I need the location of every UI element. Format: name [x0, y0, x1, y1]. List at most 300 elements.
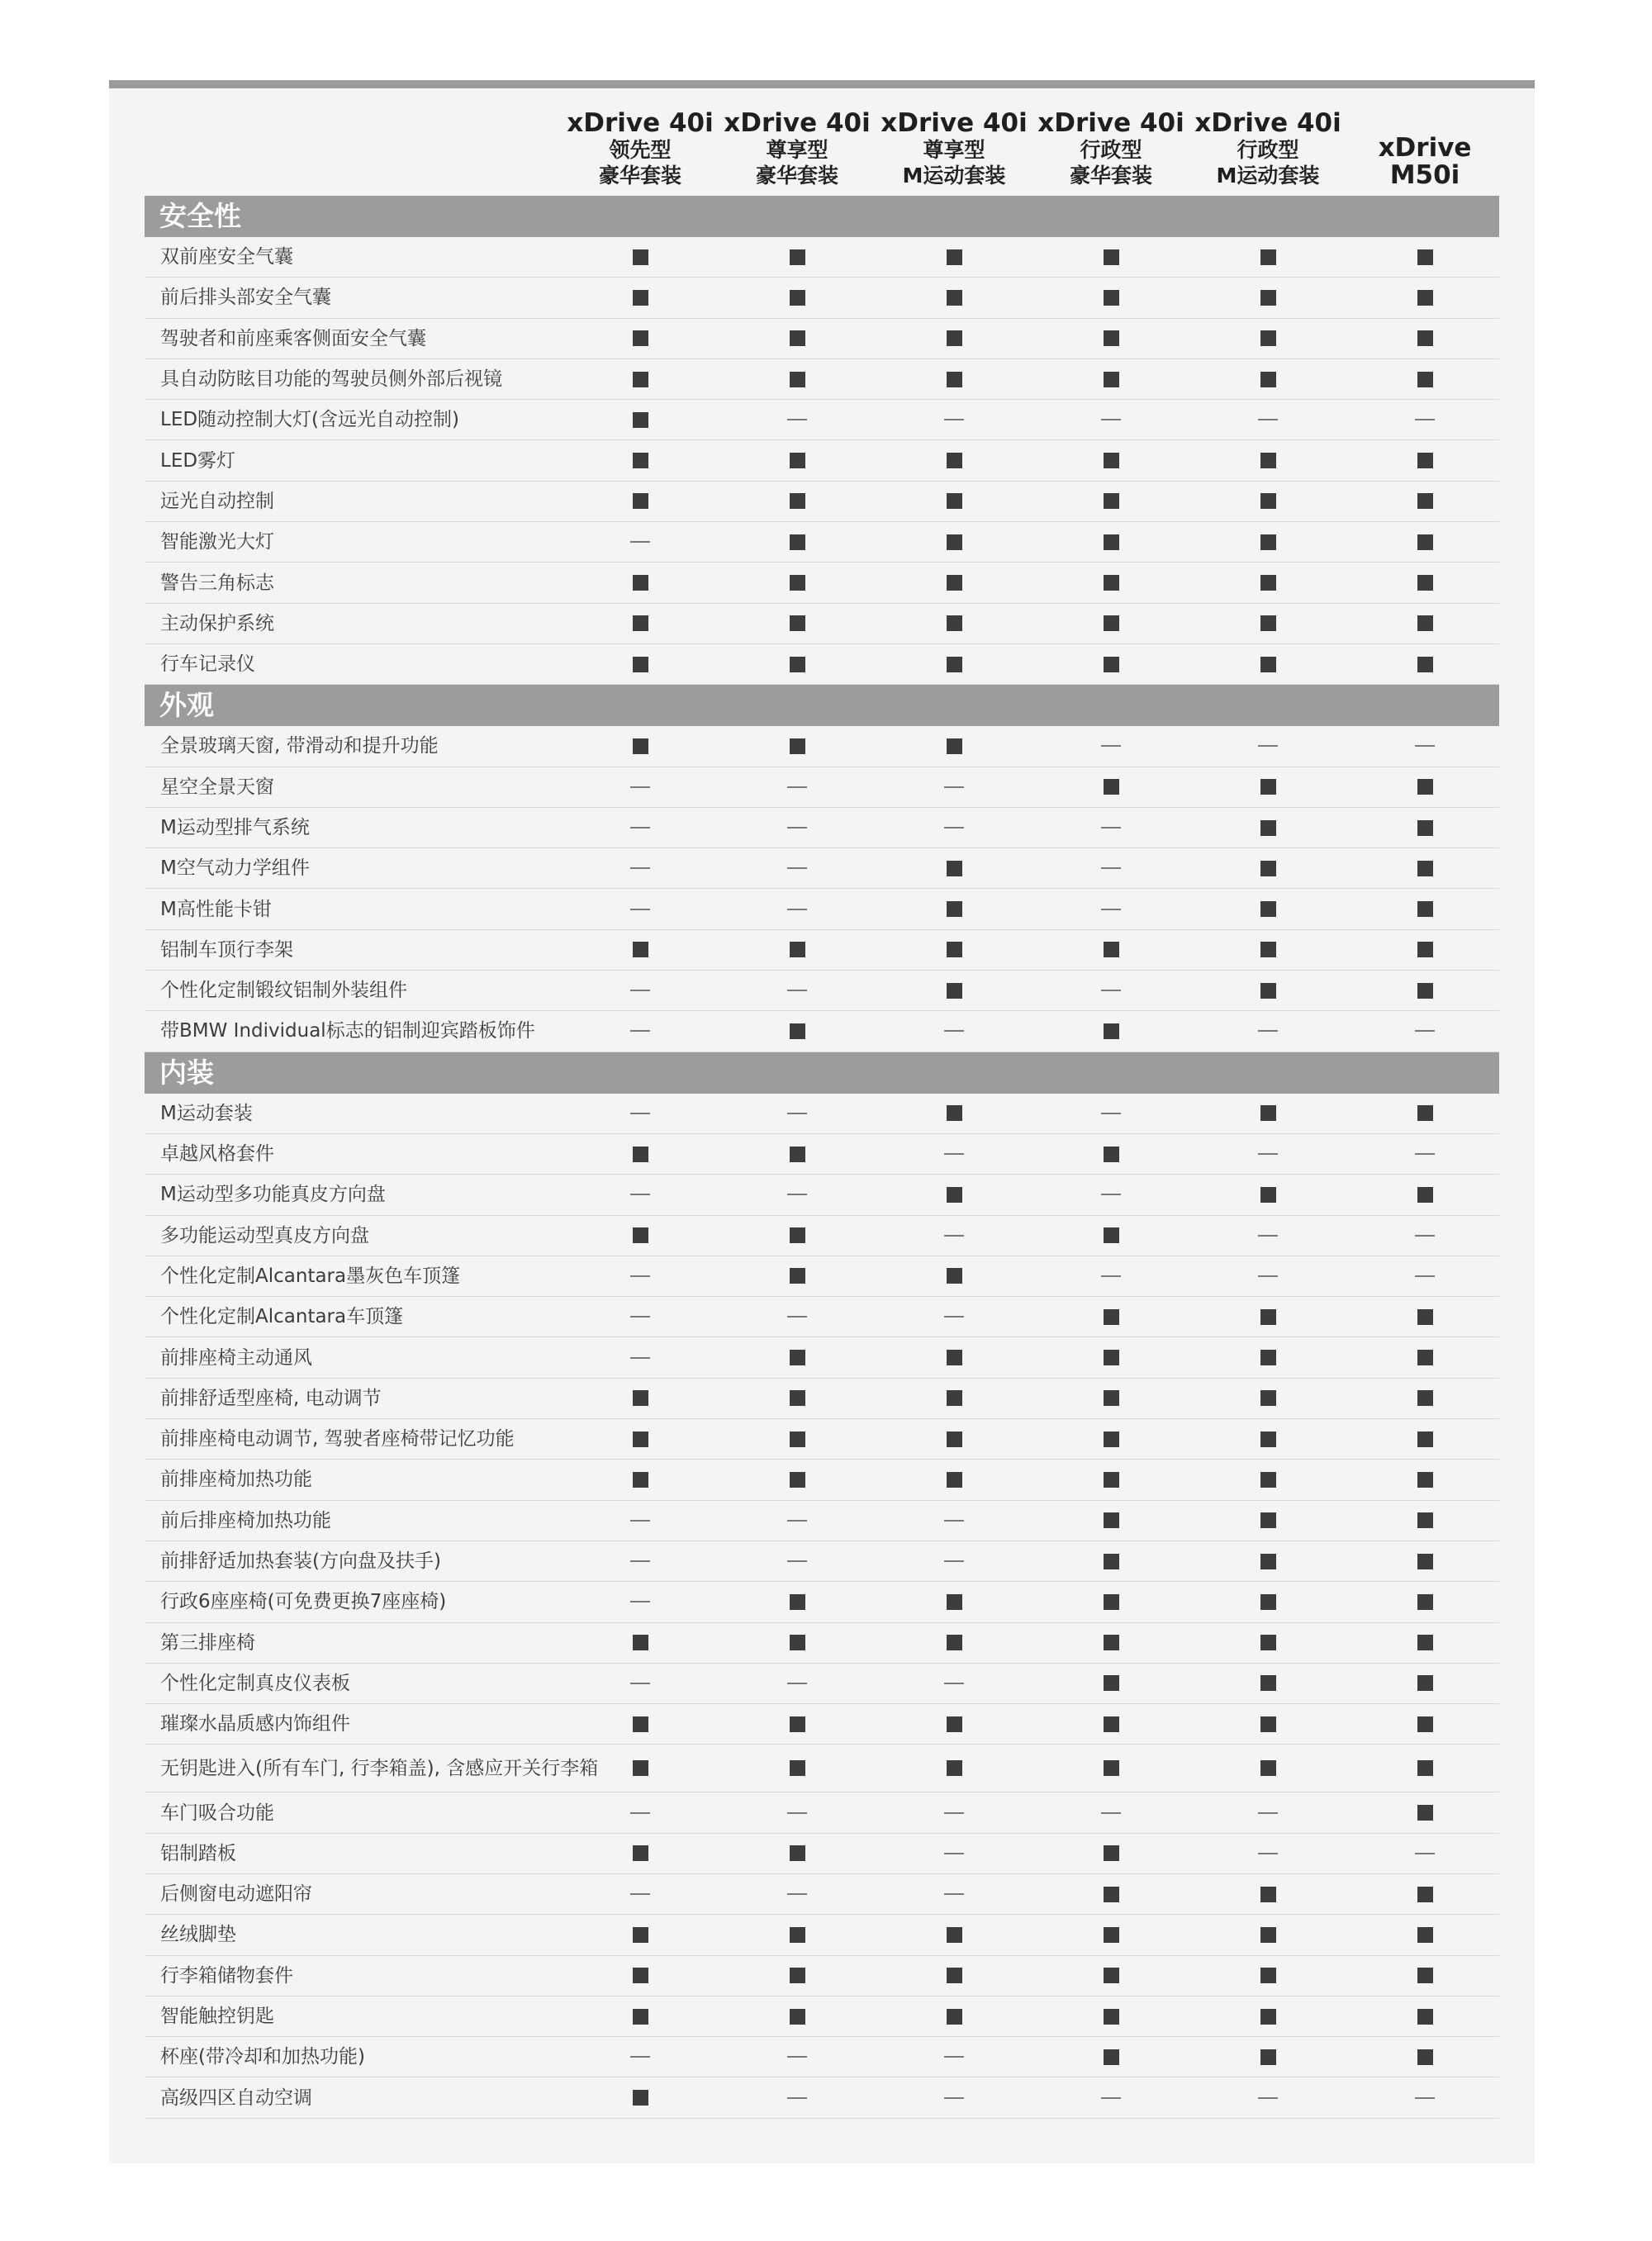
standard-mark — [938, 930, 971, 970]
filled-square-icon — [1104, 493, 1119, 509]
table-row — [145, 278, 1499, 318]
table-row — [145, 1834, 1499, 1874]
standard-mark — [624, 726, 657, 766]
filled-square-icon — [633, 1390, 648, 1406]
filled-square-icon — [1104, 1887, 1119, 1902]
standard-mark — [1408, 1792, 1441, 1832]
standard-mark — [1408, 1582, 1441, 1621]
not-available-mark — [781, 2077, 814, 2117]
standard-mark — [781, 930, 814, 970]
not-available-mark — [781, 1501, 814, 1541]
standard-mark — [1094, 522, 1127, 562]
filled-square-icon — [1104, 942, 1119, 957]
not-available-mark — [624, 1011, 657, 1051]
filled-square-icon — [633, 290, 648, 306]
standard-mark — [938, 1582, 971, 1621]
filled-square-icon — [1260, 1390, 1276, 1406]
table-row — [145, 1996, 1499, 2037]
not-available-mark — [938, 1134, 971, 1174]
not-available-mark — [1094, 400, 1127, 439]
standard-mark — [1094, 1664, 1127, 1703]
feature-label: 前排舒适型座椅, 电动调节 — [160, 1387, 382, 1409]
feature-label: 杯座(带冷却和加热功能) — [160, 2046, 365, 2068]
not-available-mark — [624, 1582, 657, 1621]
standard-mark — [781, 237, 814, 277]
filled-square-icon — [1260, 1968, 1276, 1983]
filled-square-icon — [947, 1431, 962, 1447]
not-available-mark — [938, 1501, 971, 1541]
not-available-mark — [1408, 2077, 1441, 2117]
standard-mark — [1251, 971, 1284, 1010]
table-row — [145, 1011, 1499, 1052]
filled-square-icon — [1417, 1105, 1433, 1121]
standard-mark — [1251, 1501, 1284, 1541]
column-trim: 尊享型 — [766, 138, 828, 162]
table-row — [145, 482, 1499, 522]
filled-square-icon — [790, 575, 805, 591]
feature-label: 驾驶者和前座乘客侧面安全气囊 — [160, 327, 426, 349]
standard-mark — [1408, 1501, 1441, 1541]
standard-mark — [1408, 359, 1441, 399]
standard-mark — [1094, 1134, 1127, 1174]
filled-square-icon — [1417, 942, 1433, 957]
standard-mark — [1408, 440, 1441, 480]
filled-square-icon — [1104, 290, 1119, 306]
filled-square-icon — [947, 1390, 962, 1406]
standard-mark — [624, 1134, 657, 1174]
standard-mark — [938, 889, 971, 928]
dash-icon — [787, 827, 807, 829]
column-package: M运动套装 — [1216, 164, 1320, 188]
standard-mark — [781, 563, 814, 602]
not-available-mark — [624, 1297, 657, 1337]
not-available-mark — [1408, 1216, 1441, 1256]
filled-square-icon — [1104, 1635, 1119, 1650]
filled-square-icon — [947, 290, 962, 306]
feature-label: LED雾灯 — [160, 449, 236, 472]
table-row — [145, 930, 1499, 971]
column-header-2 — [719, 110, 876, 188]
standard-mark — [1094, 644, 1127, 684]
standard-mark — [1094, 278, 1127, 317]
dash-icon — [630, 909, 650, 910]
standard-mark — [781, 1134, 814, 1174]
filled-square-icon — [790, 738, 805, 754]
standard-mark — [1408, 1175, 1441, 1214]
filled-square-icon — [633, 1716, 648, 1732]
feature-label: LED随动控制大灯(含远光自动控制) — [160, 409, 460, 431]
not-available-mark — [1408, 1256, 1441, 1296]
filled-square-icon — [1417, 1554, 1433, 1569]
feature-label: 铝制车顶行李架 — [160, 938, 293, 961]
feature-label: 前排座椅加热功能 — [160, 1469, 312, 1491]
table-row — [145, 767, 1499, 808]
standard-mark — [1251, 237, 1284, 277]
not-available-mark — [1251, 1792, 1284, 1832]
column-model: xDrive 40i — [724, 108, 871, 138]
not-available-mark — [938, 1011, 971, 1051]
filled-square-icon — [1417, 290, 1433, 306]
filled-square-icon — [1260, 1927, 1276, 1943]
not-available-mark — [781, 1541, 814, 1581]
feature-label: 前排舒适加热套装(方向盘及扶手) — [160, 1550, 441, 1573]
dash-icon — [1258, 1030, 1278, 1032]
standard-mark — [1251, 1704, 1284, 1744]
filled-square-icon — [790, 330, 805, 346]
dash-icon — [787, 2056, 807, 2058]
standard-mark — [938, 1094, 971, 1133]
filled-square-icon — [1260, 1512, 1276, 1528]
standard-mark — [624, 1956, 657, 1996]
not-available-mark — [1094, 1256, 1127, 1296]
standard-mark — [1251, 1623, 1284, 1663]
standard-mark — [781, 604, 814, 643]
standard-mark — [1251, 522, 1284, 562]
standard-mark — [781, 1379, 814, 1418]
standard-mark — [1251, 1996, 1284, 2036]
standard-mark — [1408, 1745, 1441, 1792]
filled-square-icon — [1417, 575, 1433, 591]
table-row — [145, 1792, 1499, 1833]
dash-icon — [630, 1275, 650, 1277]
filled-square-icon — [1104, 534, 1119, 550]
filled-square-icon — [947, 1635, 962, 1650]
dash-icon — [1101, 419, 1121, 420]
table-row — [145, 359, 1499, 400]
filled-square-icon — [633, 412, 648, 428]
standard-mark — [938, 1337, 971, 1377]
not-available-mark — [781, 1175, 814, 1214]
standard-mark — [1408, 1419, 1441, 1459]
column-header-6 — [1346, 135, 1503, 189]
dash-icon — [787, 2097, 807, 2099]
filled-square-icon — [1260, 1554, 1276, 1569]
filled-square-icon — [790, 372, 805, 387]
not-available-mark — [1094, 1094, 1127, 1133]
standard-mark — [1094, 440, 1127, 480]
feature-label: M空气动力学组件 — [160, 857, 310, 880]
not-available-mark — [1251, 1134, 1284, 1174]
feature-label: 个性化定制锻纹铝制外装组件 — [160, 980, 407, 1002]
standard-mark — [781, 1011, 814, 1051]
standard-mark — [1251, 1745, 1284, 1792]
table-row — [145, 1915, 1499, 1955]
dash-icon — [787, 990, 807, 991]
filled-square-icon — [947, 1760, 962, 1776]
dash-icon — [630, 1893, 650, 1895]
standard-mark — [1408, 1915, 1441, 1954]
dash-icon — [1101, 1275, 1121, 1277]
filled-square-icon — [947, 249, 962, 265]
standard-mark — [938, 522, 971, 562]
not-available-mark — [1094, 1792, 1127, 1832]
filled-square-icon — [1260, 779, 1276, 795]
dash-icon — [787, 1316, 807, 1318]
not-available-mark — [1408, 1011, 1441, 1051]
table-row — [145, 1874, 1499, 1915]
filled-square-icon — [1260, 453, 1276, 468]
dash-icon — [630, 1316, 650, 1318]
filled-square-icon — [790, 1147, 805, 1162]
not-available-mark — [1408, 400, 1441, 439]
filled-square-icon — [790, 1227, 805, 1243]
standard-mark — [1094, 1216, 1127, 1256]
standard-mark — [781, 319, 814, 358]
standard-mark — [938, 440, 971, 480]
dash-icon — [1258, 1275, 1278, 1277]
standard-mark — [1251, 930, 1284, 970]
standard-mark — [1251, 1337, 1284, 1377]
feature-label: 多功能运动型真皮方向盘 — [160, 1224, 369, 1246]
column-package: 豪华套装 — [755, 164, 838, 188]
filled-square-icon — [947, 534, 962, 550]
not-available-mark — [938, 1541, 971, 1581]
standard-mark — [1251, 767, 1284, 807]
standard-mark — [1251, 1874, 1284, 1914]
filled-square-icon — [1104, 1350, 1119, 1365]
feature-label: 远光自动控制 — [160, 490, 274, 512]
standard-mark — [1094, 1704, 1127, 1744]
filled-square-icon — [790, 249, 805, 265]
filled-square-icon — [1260, 1350, 1276, 1365]
filled-square-icon — [790, 290, 805, 306]
dash-icon — [1415, 1275, 1435, 1277]
standard-mark — [1408, 808, 1441, 847]
table-row — [145, 319, 1499, 359]
filled-square-icon — [1417, 983, 1433, 999]
standard-mark — [781, 644, 814, 684]
standard-mark — [781, 1623, 814, 1663]
standard-mark — [781, 1337, 814, 1377]
not-available-mark — [624, 2037, 657, 2077]
standard-mark — [1251, 319, 1284, 358]
filled-square-icon — [947, 330, 962, 346]
dash-icon — [630, 541, 650, 543]
filled-square-icon — [1260, 372, 1276, 387]
feature-label: 车门吸合功能 — [160, 1802, 274, 1824]
feature-label: 全景玻璃天窗, 带滑动和提升功能 — [160, 735, 439, 757]
standard-mark — [1408, 644, 1441, 684]
not-available-mark — [938, 1792, 971, 1832]
standard-mark — [1408, 848, 1441, 888]
not-available-mark — [624, 1874, 657, 1914]
table-row — [145, 1541, 1499, 1582]
standard-mark — [1408, 563, 1441, 602]
filled-square-icon — [1417, 901, 1433, 917]
dash-icon — [1415, 2097, 1435, 2099]
dash-icon — [1101, 990, 1121, 991]
dash-icon — [787, 1113, 807, 1114]
standard-mark — [624, 1745, 657, 1792]
filled-square-icon — [1104, 1927, 1119, 1943]
not-available-mark — [781, 767, 814, 807]
column-model: xDrive 40i — [1037, 108, 1184, 138]
standard-mark — [1251, 1915, 1284, 1954]
table-row — [145, 808, 1499, 848]
filled-square-icon — [947, 1350, 962, 1365]
filled-square-icon — [790, 1845, 805, 1861]
table-row — [145, 237, 1499, 278]
standard-mark — [1251, 889, 1284, 928]
filled-square-icon — [790, 1431, 805, 1447]
feature-label: 双前座安全气囊 — [160, 246, 293, 268]
filled-square-icon — [1417, 615, 1433, 631]
filled-square-icon — [1104, 657, 1119, 672]
feature-label: 前后排座椅加热功能 — [160, 1509, 331, 1531]
filled-square-icon — [947, 1187, 962, 1203]
dash-icon — [1258, 1235, 1278, 1237]
standard-mark — [1094, 563, 1127, 602]
standard-mark — [1408, 604, 1441, 643]
standard-mark — [938, 1175, 971, 1214]
filled-square-icon — [1260, 1105, 1276, 1121]
not-available-mark — [781, 889, 814, 928]
filled-square-icon — [1260, 534, 1276, 550]
standard-mark — [1094, 1460, 1127, 1499]
dash-icon — [944, 2097, 964, 2099]
standard-mark — [624, 319, 657, 358]
table-row — [145, 1256, 1499, 1297]
filled-square-icon — [947, 1472, 962, 1488]
column-package: M运动套装 — [902, 164, 1006, 188]
standard-mark — [624, 278, 657, 317]
filled-square-icon — [1417, 330, 1433, 346]
filled-square-icon — [1417, 1927, 1433, 1943]
dash-icon — [630, 1601, 650, 1602]
filled-square-icon — [790, 1635, 805, 1650]
not-available-mark — [1251, 400, 1284, 439]
standard-mark — [938, 1745, 971, 1792]
filled-square-icon — [947, 575, 962, 591]
filled-square-icon — [1417, 1350, 1433, 1365]
not-available-mark — [1094, 1175, 1127, 1214]
column-header-4 — [1032, 110, 1189, 188]
filled-square-icon — [633, 1472, 648, 1488]
dash-icon — [944, 1560, 964, 1562]
not-available-mark — [1251, 1216, 1284, 1256]
filled-square-icon — [633, 493, 648, 509]
standard-mark — [624, 1216, 657, 1256]
standard-mark — [1094, 2037, 1127, 2077]
standard-mark — [624, 1834, 657, 1873]
filled-square-icon — [1260, 1431, 1276, 1447]
not-available-mark — [938, 1834, 971, 1873]
standard-mark — [1408, 1996, 1441, 2036]
filled-square-icon — [1104, 1512, 1119, 1528]
table-row — [145, 1745, 1499, 1792]
filled-square-icon — [633, 1760, 648, 1776]
filled-square-icon — [790, 1390, 805, 1406]
filled-square-icon — [1104, 453, 1119, 468]
not-available-mark — [624, 1337, 657, 1377]
feature-label: M运动套装 — [160, 1102, 253, 1124]
standard-mark — [624, 1915, 657, 1954]
dash-icon — [630, 786, 650, 788]
filled-square-icon — [1417, 1431, 1433, 1447]
standard-mark — [624, 1460, 657, 1499]
filled-square-icon — [947, 1268, 962, 1284]
filled-square-icon — [1260, 493, 1276, 509]
dash-icon — [630, 1357, 650, 1359]
standard-mark — [1251, 644, 1284, 684]
filled-square-icon — [633, 1845, 648, 1861]
table-row — [145, 1664, 1499, 1704]
feature-label: 铝制踏板 — [160, 1842, 236, 1864]
filled-square-icon — [1260, 575, 1276, 591]
dash-icon — [1415, 1153, 1435, 1155]
filled-square-icon — [1260, 290, 1276, 306]
dash-icon — [944, 1520, 964, 1522]
not-available-mark — [1408, 1134, 1441, 1174]
filled-square-icon — [947, 983, 962, 999]
column-header-1 — [562, 110, 719, 188]
dash-icon — [630, 1812, 650, 1814]
dash-icon — [944, 419, 964, 420]
dash-icon — [1415, 419, 1435, 420]
filled-square-icon — [633, 2009, 648, 2025]
standard-mark — [624, 237, 657, 277]
filled-square-icon — [947, 901, 962, 917]
filled-square-icon — [1417, 1716, 1433, 1732]
filled-square-icon — [633, 2090, 648, 2106]
filled-square-icon — [1260, 1760, 1276, 1776]
dash-icon — [630, 1520, 650, 1522]
standard-mark — [1251, 1094, 1284, 1133]
dash-icon — [630, 867, 650, 869]
filled-square-icon — [1104, 1594, 1119, 1610]
dash-icon — [787, 909, 807, 910]
section-header: 外观 — [145, 685, 1499, 726]
not-available-mark — [624, 1256, 657, 1296]
feature-label: 璀璨水晶质感内饰组件 — [160, 1713, 350, 1735]
standard-mark — [938, 1256, 971, 1296]
not-available-mark — [781, 848, 814, 888]
table-row — [145, 1704, 1499, 1745]
standard-mark — [938, 482, 971, 521]
table-row — [145, 1297, 1499, 1337]
standard-mark — [781, 726, 814, 766]
filled-square-icon — [947, 1716, 962, 1732]
standard-mark — [1251, 1956, 1284, 1996]
dash-icon — [787, 1683, 807, 1684]
filled-square-icon — [1104, 575, 1119, 591]
not-available-mark — [781, 1874, 814, 1914]
filled-square-icon — [1104, 1390, 1119, 1406]
dash-icon — [1415, 1235, 1435, 1237]
column-package: 豪华套装 — [1069, 164, 1152, 188]
standard-mark — [938, 319, 971, 358]
standard-mark — [624, 359, 657, 399]
filled-square-icon — [1260, 983, 1276, 999]
standard-mark — [938, 1704, 971, 1744]
standard-mark — [1408, 1956, 1441, 1996]
not-available-mark — [624, 1501, 657, 1541]
standard-mark — [624, 644, 657, 684]
standard-mark — [1094, 1419, 1127, 1459]
standard-mark — [781, 482, 814, 521]
filled-square-icon — [790, 453, 805, 468]
not-available-mark — [624, 767, 657, 807]
standard-mark — [1251, 1297, 1284, 1337]
dash-icon — [944, 1235, 964, 1237]
dash-icon — [787, 867, 807, 869]
filled-square-icon — [1104, 2009, 1119, 2025]
dash-icon — [944, 1030, 964, 1032]
table-row — [145, 400, 1499, 440]
column-header-3 — [876, 110, 1032, 188]
standard-mark — [938, 1956, 971, 1996]
standard-mark — [938, 644, 971, 684]
